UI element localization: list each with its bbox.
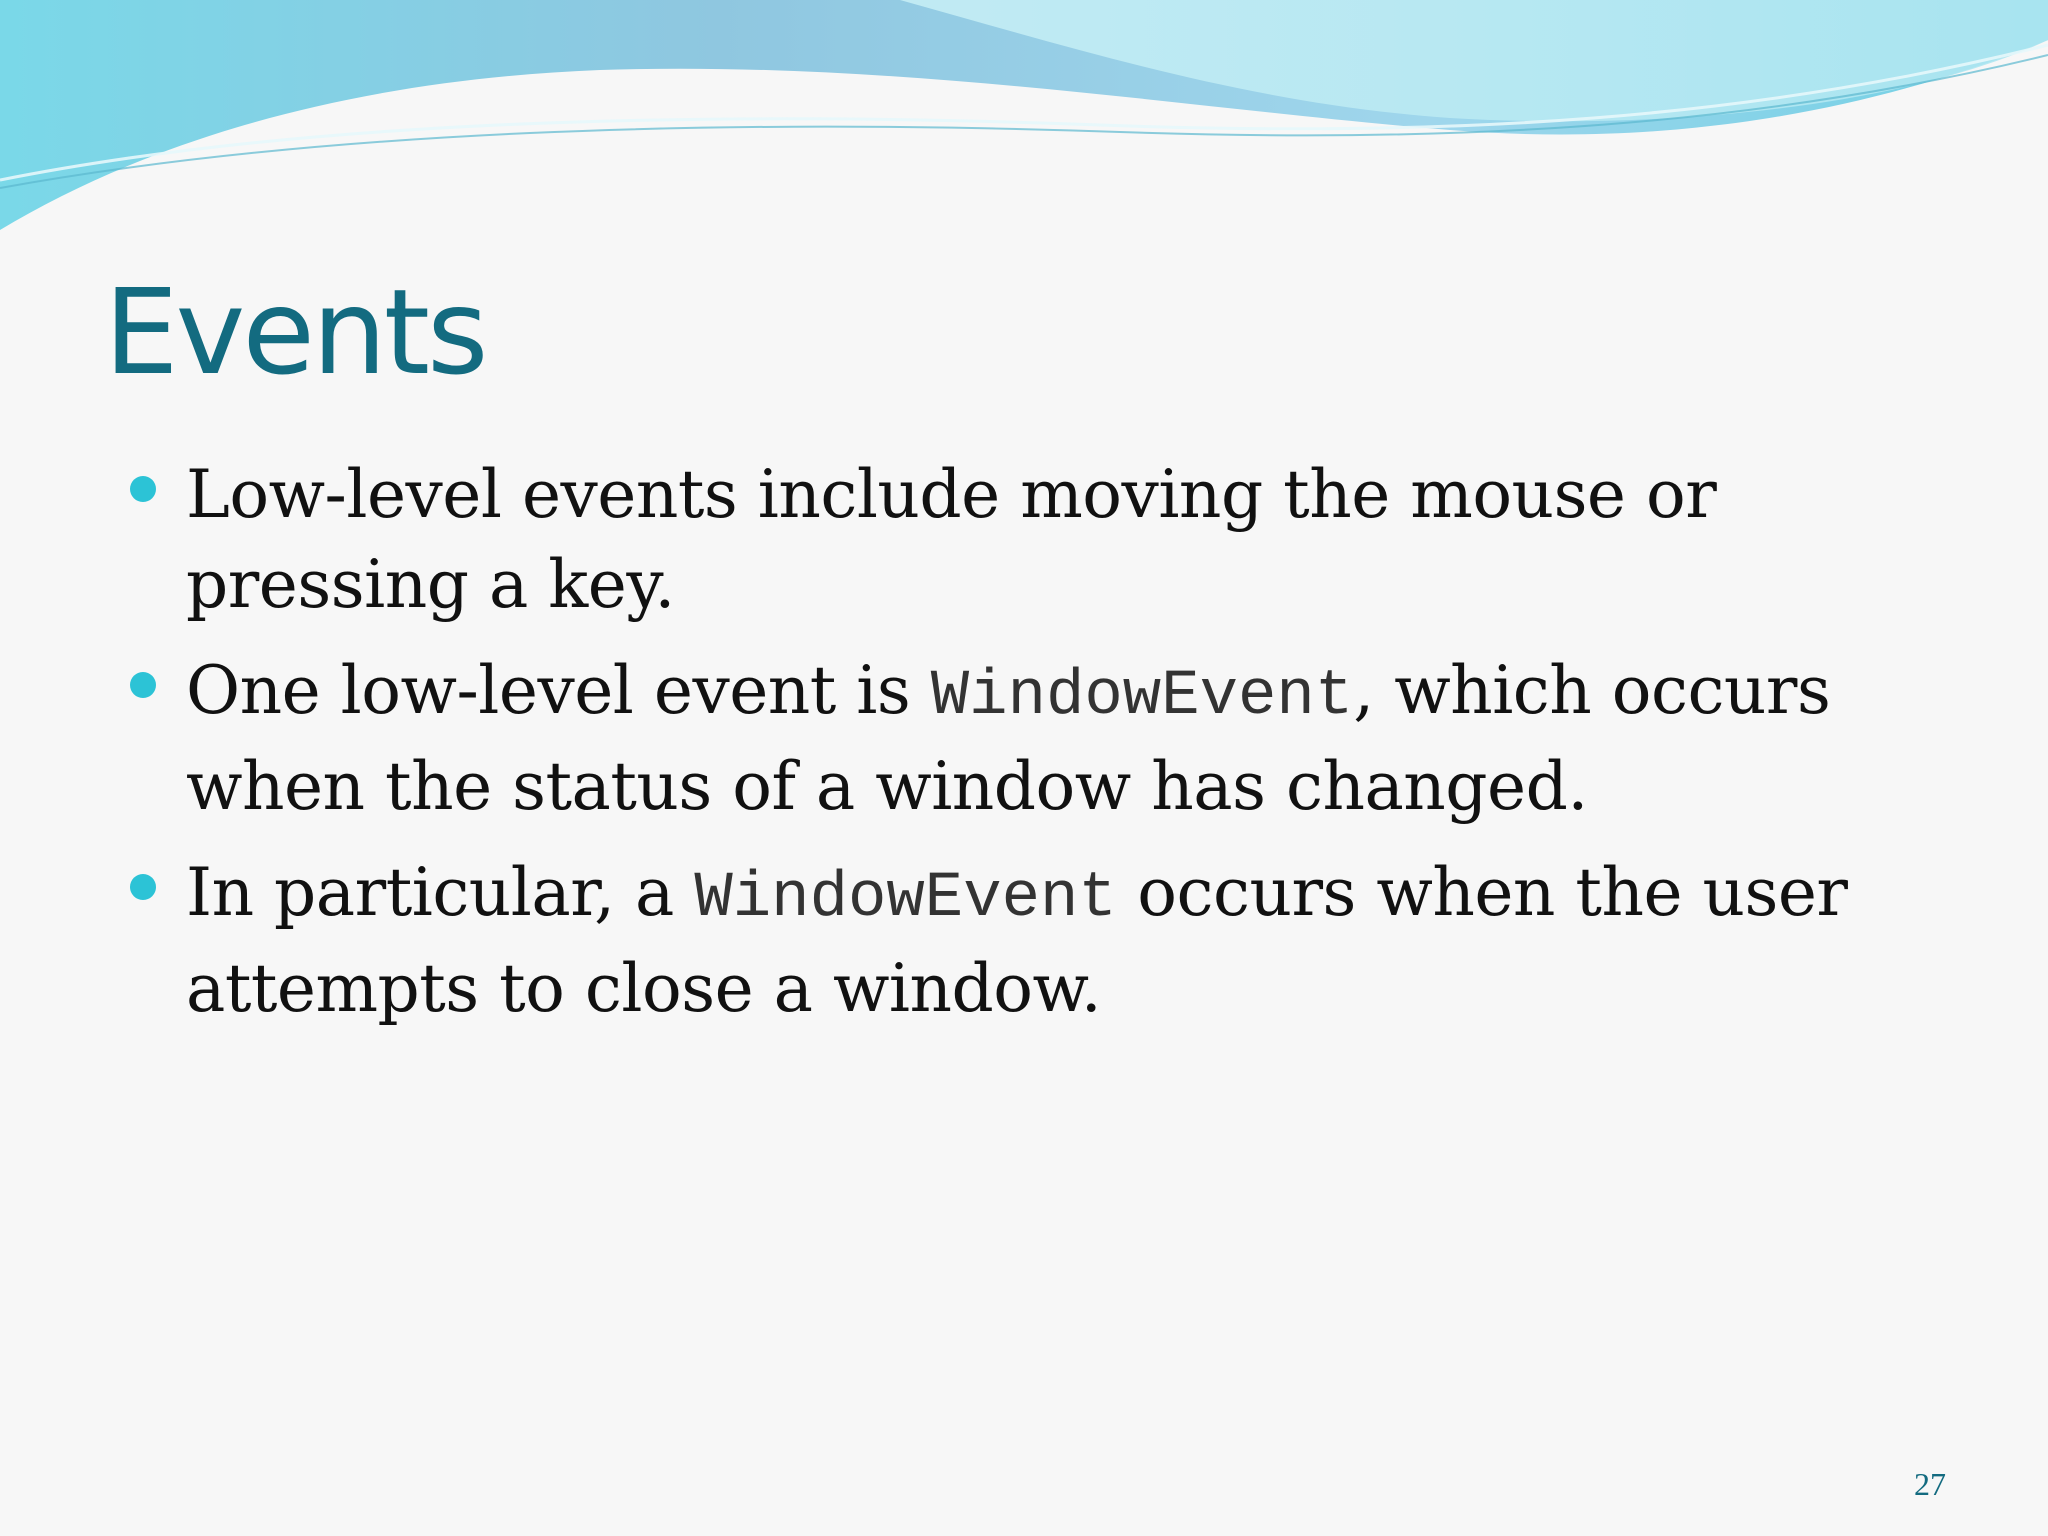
- slide-title: Events: [104, 263, 486, 401]
- bullet-icon: [130, 672, 156, 698]
- bullet-icon: [130, 874, 156, 900]
- code-term: WindowEvent: [694, 863, 1117, 935]
- bullet-text: One low-level event is: [186, 652, 931, 729]
- bullet-text: Low-level events include moving the mouse or pressing a key.: [186, 456, 1717, 623]
- bullet-item: [126, 848, 1986, 1034]
- bullet-text: , which occurs when the status of a window has changed.: [186, 652, 1831, 825]
- bullet-text: In particular, a: [186, 854, 695, 931]
- page-number: 27: [1914, 1466, 1946, 1502]
- bullet-item: [126, 646, 1986, 832]
- bullet-icon: [130, 476, 156, 502]
- bullet-list: [126, 450, 1986, 1050]
- header-wave-decoration: [0, 0, 2048, 260]
- bullet-item: [126, 450, 1986, 630]
- code-term: WindowEvent: [930, 661, 1354, 733]
- bullet-text: occurs when the user attempts to close a window.: [186, 854, 1848, 1027]
